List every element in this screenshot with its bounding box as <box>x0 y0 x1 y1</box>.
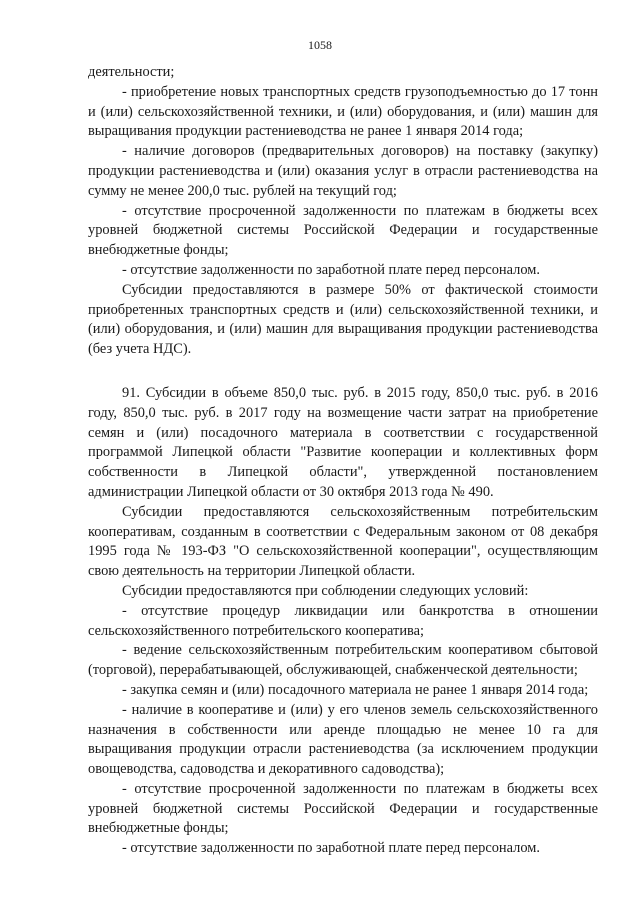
paragraph-item-91: 91. Субсидии в объеме 850,0 тыс. руб. в 2015 году, 850,0 тыс. руб. в 2016 году, 850,0 тыс. руб. в 2017 году на возмещение части затрат на приобретение семян и (или) посадочного материала в соответствии с государственной программой Липецкой области "Развитие кооперации и коллективных форм собственности в Липецкой области", утвержденной постановлением администрации Липецкой области от 30 октября 2013 года № 490. <box>88 384 598 500</box>
list-item-vehicles: - приобретение новых транспортных средств грузоподъемностью до 17 тонн и (или) сельскохозяйственной техники, и (или) оборудования, и (или) машин для выращивания продукции растениеводства не ранее 1 января 2014 года; <box>88 83 598 140</box>
section-spacer <box>88 360 598 384</box>
list-item-no-overdue-debt-2: - отсутствие просроченной задолженности по платежам в бюджеты всех уровней бюджетной системы Российской Федерации и государственные внебюджетные фонды; <box>88 780 598 837</box>
list-item-no-overdue-debt: - отсутствие просроченной задолженности по платежам в бюджеты всех уровней бюджетной системы Российской Федерации и государственные внебюджетные фонды; <box>88 202 598 259</box>
list-item-no-liquidation: - отсутствие процедур ликвидации или банкротства в отношении сельскохозяйственного потребительского кооператива; <box>88 602 598 639</box>
list-item-contracts: - наличие договоров (предварительных договоров) на поставку (закупку) продукции растениеводства и (или) оказания услуг в отрасли растениеводства на сумму не менее 200,0 тыс. рублей на текущий год; <box>88 143 598 199</box>
page-number: 1058 <box>308 38 332 52</box>
list-item-no-salary-debt-2: - отсутствие задолженности по заработной плате перед персоналом. <box>122 840 540 857</box>
list-item-land: - наличие в кооперативе и (или) у его членов земель сельскохозяйственного назначения в собственности или аренде площадью не менее 10 га для выращивания продукции отрасли растениеводства (за исключением продукции овощеводства, садоводства и декоративного садоводства); <box>88 701 598 778</box>
paragraph-conditions-intro: Субсидии предоставляются при соблюдении следующих условий: <box>122 582 529 599</box>
list-item-activity: - ведение сельскохозяйственным потребительским кооперативом сбытовой (торговой), перерабатывающей, обслуживающей, снабженческой деятельности; <box>88 642 598 679</box>
paragraph-subsidy-rate: Субсидии предоставляются в размере 50% от фактической стоимости приобретенных транспортных средств и (или) сельскохозяйственной техники, и (или) оборудования, и (или) машин для выращивания продукции растениеводства (без учета НДС). <box>88 281 598 358</box>
paragraph-continuation: деятельности; <box>88 64 175 80</box>
list-item-seed-purchase: - закупка семян и (или) посадочного материала не ранее 1 января 2014 года; <box>122 681 589 698</box>
list-item-no-salary-debt: - отсутствие задолженности по заработной плате перед персоналом. <box>122 261 540 278</box>
document-body <box>88 63 598 859</box>
paragraph-recipients: Субсидии предоставляются сельскохозяйственным потребительским кооперативам, созданным в соответствии с Федеральным законом от 08 декабря 1995 года № 193-ФЗ "О сельскохозяйственной кооперации", осуществляющим свою деятельность на территории Липецкой области. <box>88 503 598 580</box>
